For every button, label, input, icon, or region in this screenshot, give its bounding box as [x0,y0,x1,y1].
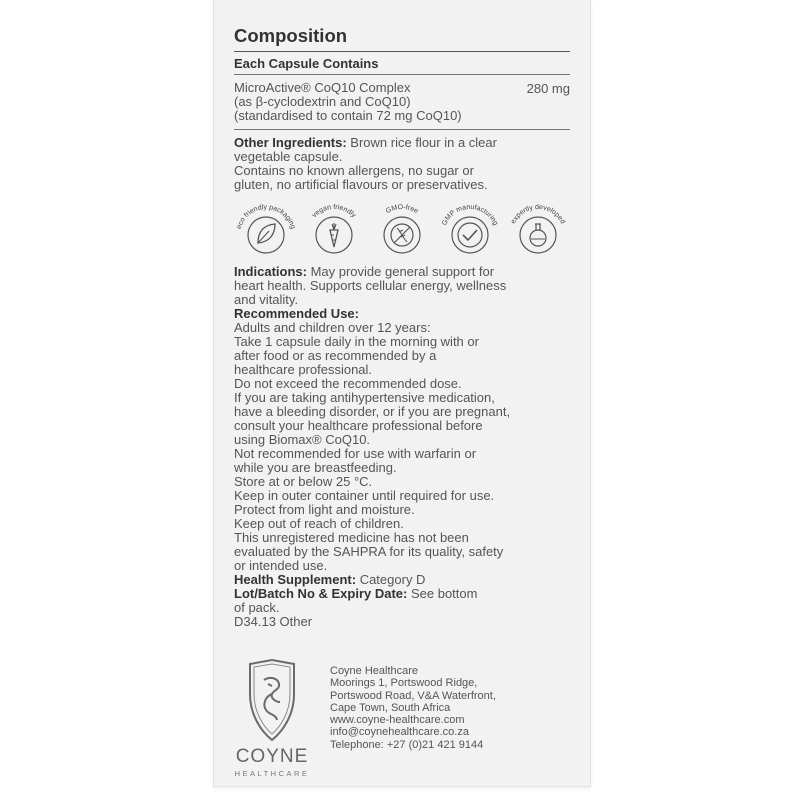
health-supplement-value: Category D [356,572,426,587]
lot-line: of pack. [234,600,280,615]
badge-label: GMP manufacturing [441,203,499,227]
indications-label: Indications: [234,264,307,279]
recommended-use-line: have a bleeding disorder, or if you are pregnant, [234,404,511,419]
lot-label: Lot/Batch No & Expiry Date: [234,586,408,601]
divider [234,129,570,130]
ingredient-line: MicroActive® CoQ10 Complex [234,80,411,95]
recommended-use-line: If you are taking antihypertensive medication, [234,390,495,405]
gmp-manufacturing-badge [438,197,502,261]
recommended-use-label: Recommended Use: [234,306,359,321]
ingredient-line: (standardised to contain 72 mg CoQ10) [234,108,462,123]
product-code: D34.13 Other [234,614,313,629]
recommended-use-line: Protect from light and moisture. [234,502,415,517]
recommended-use-line: Keep out of reach of children. [234,516,404,531]
other-ingredients-text: Brown rice flour in a clear [346,135,497,150]
divider [234,51,570,52]
carrot-icon [330,223,338,247]
each-capsule-header: Each Capsule Contains [234,56,379,71]
logo-wordmark: COYNE [235,746,309,767]
ingredient-line: (as β-cyclodextrin and CoQ10) [234,94,411,109]
vegan-friendly-badge [302,197,366,261]
badge-label: eco friendly packaging [235,203,297,230]
recommended-use-line: Adults and children over 12 years: [234,320,431,335]
recommended-use-line: or intended use. [234,558,328,573]
gmo-free-icon [391,224,413,246]
recommended-use-line: using Biomax® CoQ10. [234,432,371,447]
telephone-line: Telephone: +27 (0)21 421 9144 [330,738,484,751]
badge-label: vegan friendly [310,203,358,220]
address-line: Coyne Healthcare [330,665,419,677]
website-link[interactable]: www.coyne-healthcare.com [330,714,465,727]
badge-row [234,197,570,263]
other-ingredients-line: Contains no known allergens, no sugar or [234,163,474,178]
coyne-crest-icon [234,658,310,744]
recommended-use [234,307,570,629]
recommended-use-line: This unregistered medicine has not been [234,530,469,545]
gmo-free-badge [370,197,434,261]
ingredient-amount: 280 mg [526,81,570,96]
recommended-use-line: Take 1 capsule daily in the morning with or [234,334,479,349]
eco-friendly-badge [234,197,298,261]
indications-line: and vitality. [234,292,299,307]
health-supplement-label: Health Supplement: [234,572,357,587]
badge-label: GMO-free [384,203,420,216]
indications [234,265,570,307]
recommended-use-line: Do not exceed the recommended dose. [234,376,462,391]
recommended-use-line: after food or as recommended by a [234,348,437,363]
logo-subtitle: HEALTHCARE [234,769,310,778]
address-line: Cape Town, South Africa [330,701,451,714]
badge-label: expertly developed [509,203,567,226]
divider [234,74,570,75]
indications-line: heart health. Supports cellular energy, wellness [234,278,507,293]
company-address [330,665,560,751]
recommended-use-line: Not recommended for use with warfarin or [234,446,477,461]
indications-text: May provide general support for [306,264,495,279]
expertly-developed-badge [506,197,570,261]
ingredient-list [234,81,504,123]
other-ingredients-label: Other Ingredients: [234,135,347,150]
recommended-use-line: consult your healthcare professional before [234,418,483,433]
recommended-use-line: evaluated by the SAHPRA for its quality, safety [234,544,504,559]
product-label-panel [213,0,591,787]
recommended-use-line: healthcare professional. [234,362,373,377]
leaf-icon [258,224,275,243]
address-line: Portswood Road, V&A Waterfront, [330,689,496,702]
svg-text:expertly developed [510,204,566,225]
recommended-use-line: while you are breastfeeding. [234,460,397,475]
other-ingredients-line: gluten, no artificial flavours or preservatives. [234,177,488,192]
flask-icon [530,224,546,246]
lot-value: See bottom [407,586,478,601]
address-line: Moorings 1, Portswood Ridge, [330,677,478,690]
svg-text:GMO-free [385,204,419,215]
recommended-use-line: Keep in outer container until required for use. [234,488,495,503]
recommended-use-line: Store at or below 25 °C. [234,474,373,489]
email-link[interactable]: info@coynehealthcare.co.za [330,726,469,739]
coyne-logo [234,658,310,778]
other-ingredients-line: vegetable capsule. [234,149,343,164]
composition-title: Composition [234,25,348,46]
other-ingredients [234,136,570,192]
checkmark-icon [458,223,482,247]
